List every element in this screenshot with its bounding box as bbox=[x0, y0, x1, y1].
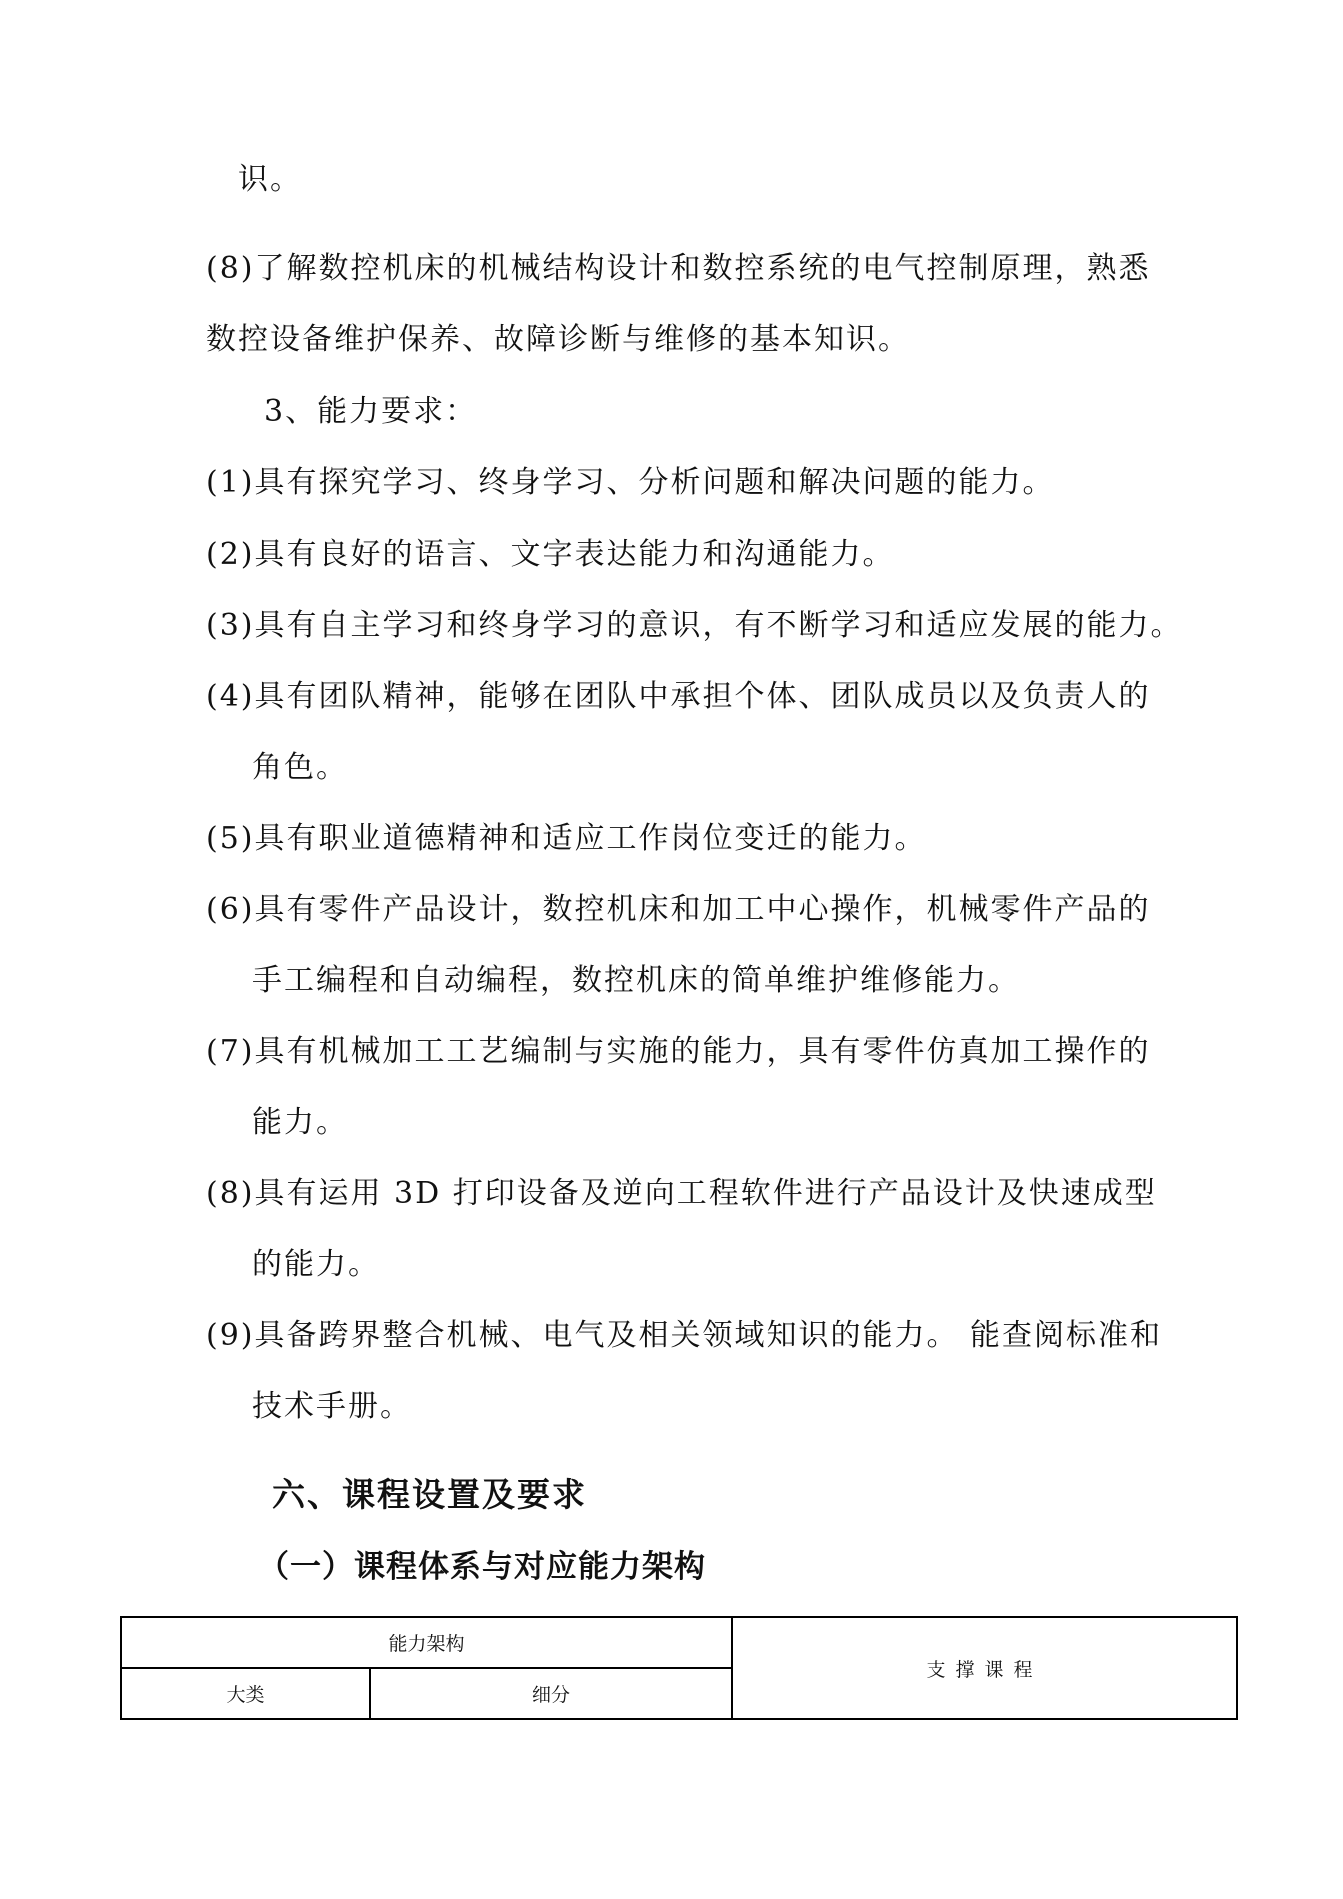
header-detail: 细分 bbox=[370, 1668, 732, 1719]
ability-item-5: (5)具有职业道德精神和适应工作岗位变迁的能力。 bbox=[206, 821, 927, 856]
ability-architecture-table bbox=[120, 1616, 1238, 1720]
section-six-title: 六、课程设置及要求 bbox=[272, 1475, 587, 1514]
ability-item-8-line2: 的能力。 bbox=[252, 1247, 380, 1282]
ability-item-9-line2: 技术手册。 bbox=[252, 1389, 412, 1424]
ability-item-6-line1: (6)具有零件产品设计，数控机床和加工中心操作，机械零件产品的 bbox=[206, 892, 1151, 927]
knowledge-item-8-line2: 数控设备维护保养、故障诊断与维修的基本知识。 bbox=[206, 322, 910, 357]
ability-item-3: (3)具有自主学习和终身学习的意识，有不断学习和适应发展的能力。 bbox=[206, 608, 1183, 643]
header-ability-architecture: 能力架构 bbox=[121, 1617, 732, 1668]
ability-item-1: (1)具有探究学习、终身学习、分析问题和解决问题的能力。 bbox=[206, 465, 1055, 500]
ability-item-7-line2: 能力。 bbox=[252, 1105, 348, 1140]
ability-item-6-line2: 手工编程和自动编程，数控机床的简单维护维修能力。 bbox=[252, 963, 1020, 998]
header-supporting-courses: 支撑课程 bbox=[732, 1617, 1237, 1719]
table-header-row-1 bbox=[121, 1617, 1237, 1668]
ability-item-4-line2: 角色。 bbox=[252, 750, 348, 785]
ability-item-7-line1: (7)具有机械加工工艺编制与实施的能力，具有零件仿真加工操作的 bbox=[206, 1034, 1151, 1069]
section-six-subtitle: （一）课程体系与对应能力架构 bbox=[258, 1549, 706, 1585]
ability-item-9-line1: (9)具备跨界整合机械、电气及相关领域知识的能力。 能查阅标准和 bbox=[206, 1318, 1163, 1353]
ability-item-4-line1: (4)具有团队精神，能够在团队中承担个体、团队成员以及负责人的 bbox=[206, 679, 1151, 714]
paragraph-continuation: 识。 bbox=[238, 162, 302, 197]
header-category: 大类 bbox=[121, 1668, 370, 1719]
ability-heading: 3、能力要求： bbox=[264, 394, 478, 429]
ability-item-8-line1: (8)具有运用 3D 打印设备及逆向工程软件进行产品设计及快速成型 bbox=[206, 1176, 1157, 1211]
ability-item-2: (2)具有良好的语言、文字表达能力和沟通能力。 bbox=[206, 537, 895, 572]
knowledge-item-8-line1: (8)了解数控机床的机械结构设计和数控系统的电气控制原理，熟悉 bbox=[206, 251, 1151, 286]
